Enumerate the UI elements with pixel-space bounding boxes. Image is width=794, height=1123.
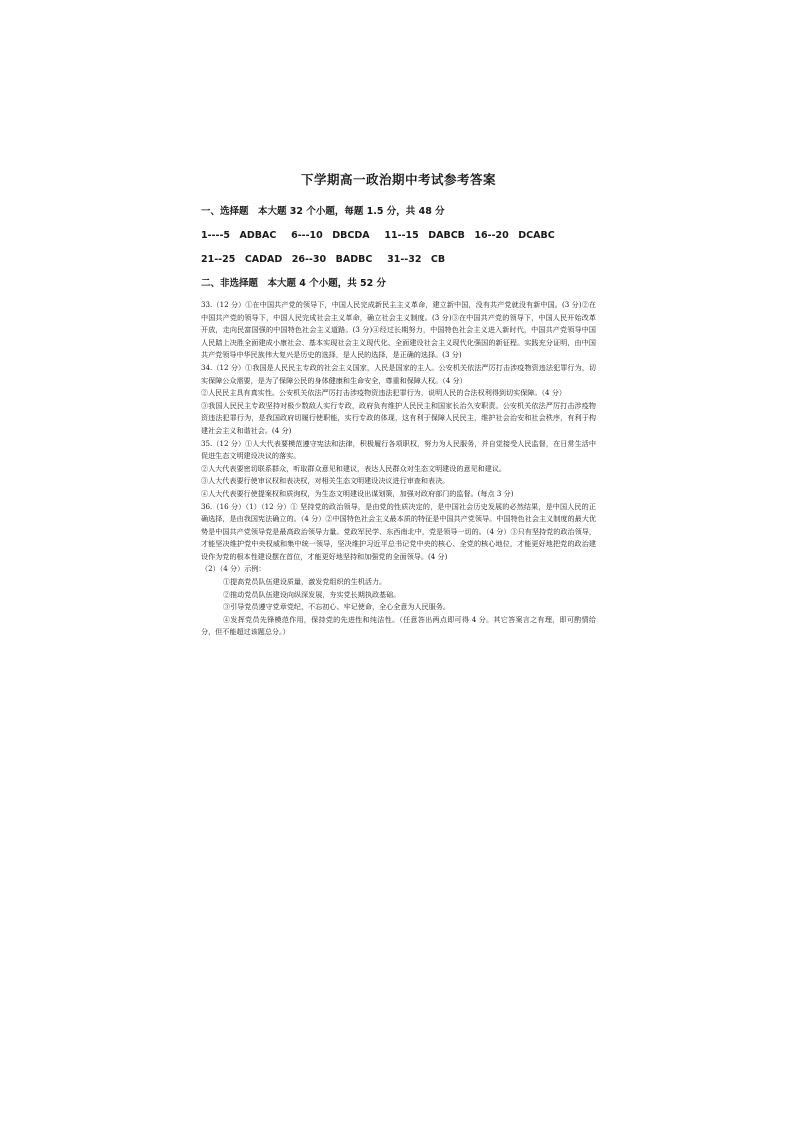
answer-line-1: 1----5 ADBAC 6---10 DBCDA 11--15 DABCB 16--20 DCABC	[201, 230, 555, 241]
question-35-point-3: ③人大代表要行使审议权和表决权，对相关生态文明建设决议进行审查和表决。	[201, 476, 450, 486]
question-36-example-2: ②推动党员队伍建设向纵深发展，夯实党长期执政基础。	[223, 589, 401, 599]
question-36-example-4: ④发挥党员先锋模范作用，保持党的先进性和纯洁性。（任意答出两点即可得 4 分。其它答案言之有理，即可酌情给分，但不能超过该题总分。）	[201, 614, 596, 637]
question-33-answer	[201, 299, 596, 362]
answer-line-2: 21--25 CADAD 26--30 BADBC 31--32 CB	[201, 254, 446, 265]
question-35-point-2: ②人大代表要密切联系群众，听取群众意见和建议，表达人民群众对生态文明建设的意见和建议。	[201, 463, 507, 473]
question-34-answer	[201, 362, 596, 438]
question-34-point-1: 34.（12 分）①我国是人民民主专政的社会主义国家，人民是国家的主人。公安机关依法严厉打击涉疫物资违法犯罪行为，切实保障公众需要，是为了保障公民的身体健康和生命安全，尊重和保障人权。（4 分）	[201, 362, 596, 385]
section-2-heading: 二、非选择题 本大题 4 个小题，共 52 分	[201, 278, 387, 289]
section-1-heading: 一、选择题 本大题 32 个小题，每题 1.5 分，共 48 分	[201, 206, 445, 217]
question-36-part-2-label: （2）（4 分）示例：	[201, 564, 266, 574]
page-title: 下学期高一政治期中考试参考答案	[300, 172, 496, 187]
question-34-point-2: ②人民民主具有真实性。公安机关依法严厉打击涉疫物资违法犯罪行为，说明人民的合法权利得到切实保障。（4 分）	[201, 388, 566, 398]
question-33-text: 33.（12 分）①在中国共产党的领导下，中国人民完成新民主主义革命，建立新中国，没有共产党就没有新中国。(3 分)②在中国共产党的领导下，中国人民完成社会主义革命，确立社会主义制度。(3 分)③在中国共产党的领导下，中国人民开始改革开放，走向民富国强的中国特色社会主义道路。(3 分)④经过长期努力，中国特色社会主义进入新时代，中国共产党领导中国人民踏上决胜全面建成小康社会、基本实现社会主义现代化、全面建设社会主义现代化强国的新征程。实践充分证明，由中国共产党领导中华民族伟大复兴是历史的选择，是人民的选择，是正确的选择。(3 分)	[201, 300, 596, 360]
question-35-point-1: 35.（12 分）①人大代表要模范遵守宪法和法律，积极履行各项职权，努力为人民服务，并自觉接受人民监督，在日常生活中促进生态文明建设决议的落实。	[201, 438, 596, 461]
question-35-answer	[201, 438, 596, 501]
question-35-point-4: ④人大代表要行使提案权和质询权，为生态文明建设出谋划策，加强对政府部门的监督。(每点 3 分)	[201, 488, 514, 498]
answer-key-page	[201, 170, 596, 639]
question-36-example-1: ①提高党员队伍建设质量，激发党组织的生机活力。	[223, 577, 387, 587]
question-36-example-3: ③引导党员遵守党章党纪，不忘初心、牢记使命，全心全意为人民服务。	[223, 602, 450, 612]
question-34-point-3: ③我国人民民主专政坚持对极少数敌人实行专政，政府负有维护人民民主和国家长治久安职责。公安机关依法严厉打击涉疫物资违法犯罪行为，是我国政府切履行使职能，实行专政的体现，这有利于保障人民民主，维护社会治安和社会秩序，有利于构建社会主义和谐社会。(4 分)	[201, 400, 596, 435]
question-36-part-1: 36.（16 分）（1）（12 分）① 坚持党的政治领导，是由党的性质决定的，是中国社会历史发展的必然结果，是中国人民的正确选择，是由我国宪法确立的。（4 分）②中国特色社会主义最本质的特征是中国共产党领导。中国特色社会主义制度的最大优势是中国共产党领导党是最高政治领导力量。党政军民学、东西南北中，党是领导一切的。（4 分）③只有坚持党的政治领导，才能坚决维护党中央权威和集中统一领导，坚决维护习近平总书记党中央的核心、全党的核心地位，才能更好地把党的政治建设作为党的根本性建设摆在首位，才能更好地坚持和加强党的全面领导。(4 分)	[201, 501, 596, 561]
question-36-answer	[201, 501, 596, 640]
